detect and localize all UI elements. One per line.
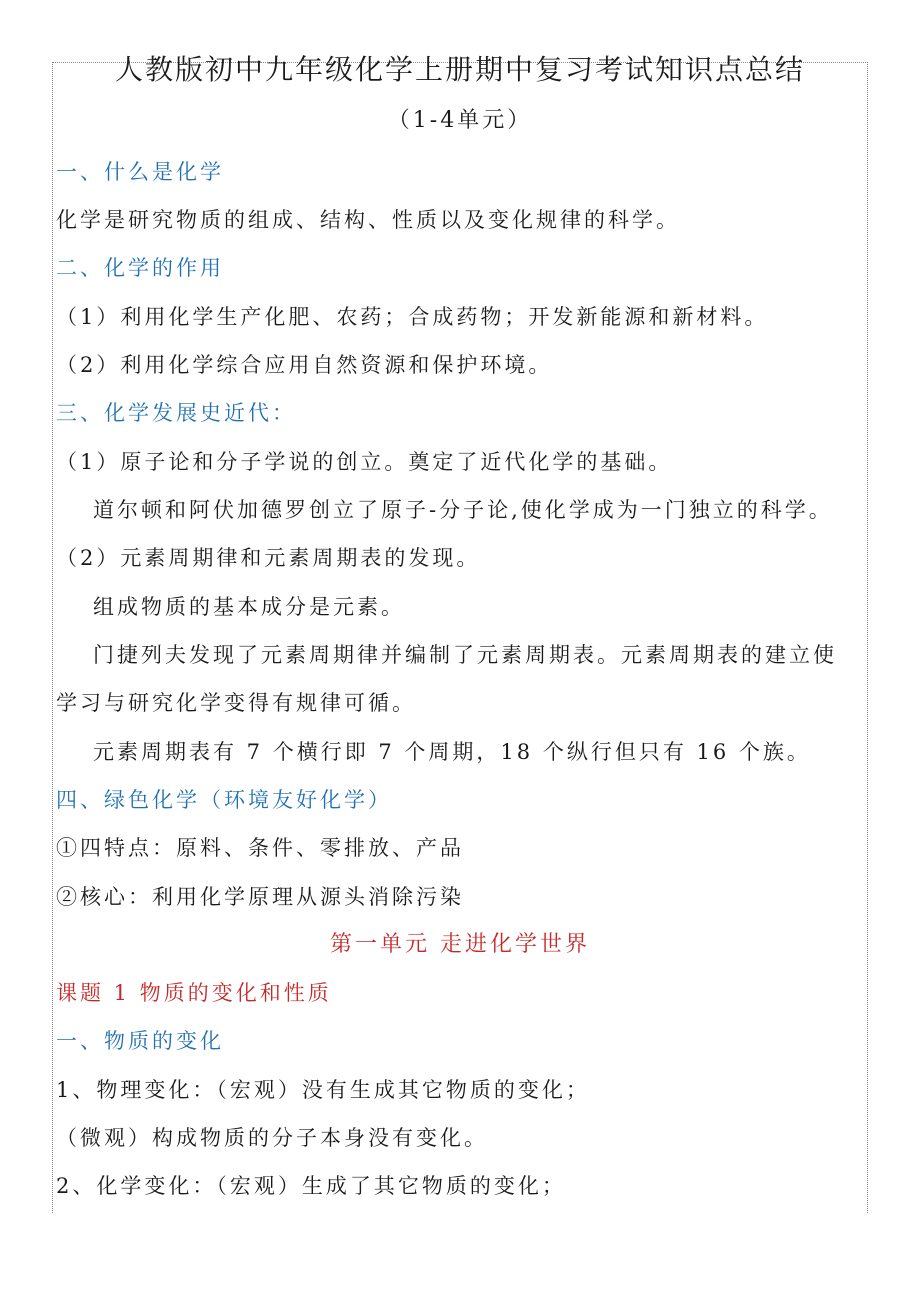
paragraph: ①四特点：原料、条件、零排放、产品 xyxy=(56,836,464,860)
paragraph: （2）元素周期律和元素周期表的发现。 xyxy=(56,546,481,570)
paragraph: 化学是研究物质的组成、结构、性质以及变化规律的科学。 xyxy=(56,208,680,232)
paragraph: （微观）构成物质的分子本身没有变化。 xyxy=(56,1126,488,1150)
section-heading: 四、绿色化学（环境友好化学） xyxy=(56,788,392,812)
paragraph: 2、化学变化：（宏观）生成了其它物质的变化； xyxy=(56,1174,566,1198)
paragraph: ②核心：利用化学原理从源头消除污染 xyxy=(56,885,464,909)
paragraph: （1）原子论和分子学说的创立。奠定了近代化学的基础。 xyxy=(56,450,673,474)
paragraph: （2）利用化学综合应用自然资源和保护环境。 xyxy=(56,353,553,377)
section-heading: 二、化学的作用 xyxy=(56,256,224,280)
paragraph: 门捷列夫发现了元素周期律并编制了元素周期表。元素周期表的建立使 xyxy=(93,643,837,667)
section-heading: 三、化学发展史近代： xyxy=(56,401,296,425)
document-subtitle: （1-4单元） xyxy=(387,108,533,133)
lesson-heading: 课题 1 物质的变化和性质 xyxy=(56,981,332,1005)
document-title: 人教版初中九年级化学上册期中复习考试知识点总结 xyxy=(114,53,805,86)
unit-heading: 第一单元 走进化学世界 xyxy=(330,932,590,957)
paragraph: 组成物质的基本成分是元素。 xyxy=(93,595,405,619)
section-heading: 一、什么是化学 xyxy=(56,160,224,184)
paragraph: 学习与研究化学变得有规律可循。 xyxy=(56,691,416,715)
paragraph: 元素周期表有 7 个横行即 7 个周期，18 个纵行但只有 16 个族。 xyxy=(93,740,811,764)
paragraph: 1、物理变化：（宏观）没有生成其它物质的变化； xyxy=(56,1078,590,1102)
paragraph: （1）利用化学生产化肥、农药；合成药物；开发新能源和新材料。 xyxy=(56,305,769,329)
paragraph: 道尔顿和阿伏加德罗创立了原子-分子论,使化学成为一门独立的科学。 xyxy=(93,498,833,522)
section-heading: 一、物质的变化 xyxy=(56,1029,224,1053)
